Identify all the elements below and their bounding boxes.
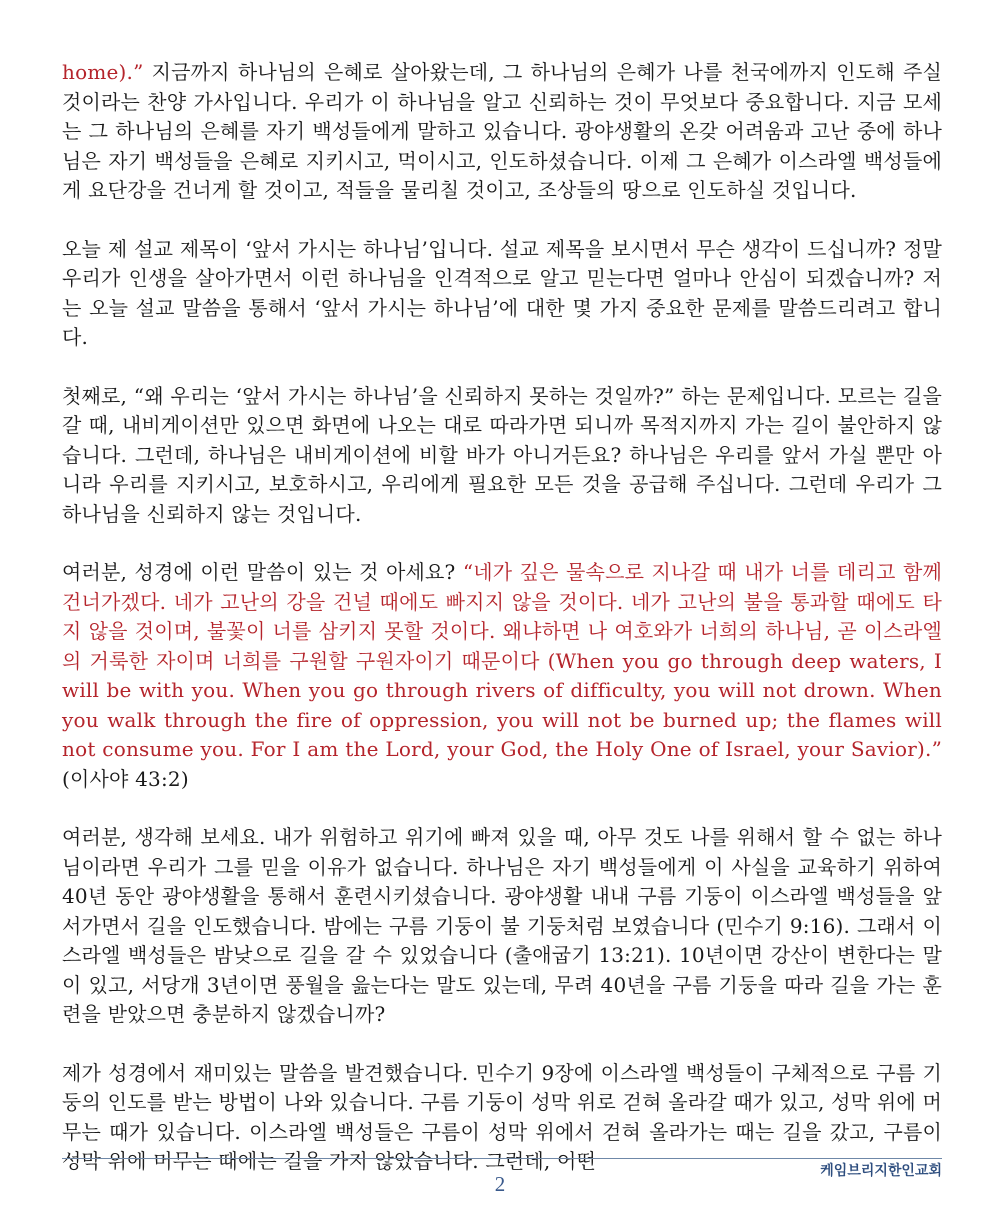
scripture-quote: “네가 깊은 물속으로 지나갈 때 내가 너를 데리고 함께 건너가겠다. 네가 고난의 강을 건널 때에도 빠지지 않을 것이다. 네가 고난의 불을 통과할 때에도 타지 않을 것이며, 불꽃이 너를 삼키지 못할 것이다. 왜냐하면 나 여호와가 너희의 하나님, 곧 이스라엘의 거룩한 자이며 너희를 구원할 구원자이기 때문이다 (When you go through deep waters, I will be with you. When you go through rivers of difficulty, you will not drown. When you walk through the fire of oppression, you will not be burned up; the flames will not consume you. For I am the Lord, your God, the Holy One of Israel, your Savior).” (62, 560, 942, 761)
footer-divider (62, 1158, 942, 1159)
sermon-body (62, 58, 942, 1206)
church-name: 케임브리지한인교회 (820, 1163, 942, 1179)
paragraph-4-intro: 여러분, 성경에 이런 말씀이 있는 것 아세요? (62, 560, 463, 584)
paragraph-1-text: 지금까지 하나님의 은혜로 살아왔는데, 그 하나님의 은혜가 나를 천국에까지 인도해 주실 것이라는 찬양 가사입니다. 우리가 이 하나님을 알고 신뢰하는 것이 무엇보다 중요합니다. 지금 모세는 그 하나님의 은혜를 자기 백성들에게 말하고 있습니다. 광야생활의 온갖 어려움과 고난 중에 하나님은 자기 백성들을 은혜로 지키시고, 먹이시고, 인도하셨습니다. 이제 그 은혜가 이스라엘 백성들에게 요단강을 건너게 할 것이고, 적들을 물리칠 것이고, 조상들의 땅으로 인도하실 것입니다. (62, 60, 942, 202)
paragraph-2 (62, 235, 942, 353)
paragraph-2-text: 오늘 제 설교 제목이 ‘앞서 가시는 하나님’입니다. 설교 제목을 보시면서 무슨 생각이 드십니까? 정말 우리가 인생을 살아가면서 이런 하나님을 인격적으로 알고 믿는다면 얼마나 안심이 되겠습니까? 저는 오늘 설교 말씀을 통해서 ‘앞서 가시는 하나님’에 대한 몇 가지 중요한 문제를 말씀드리려고 합니다. (62, 236, 942, 349)
scripture-reference: (이사야 43:2) (62, 766, 189, 791)
paragraph-6-text: 제가 성경에서 재미있는 말씀을 발견했습니다. 민수기 9장에 이스라엘 백성들이 구체적으로 구름 기둥의 인도를 받는 방법이 나와 있습니다. 구름 기둥이 성막 위로 걷혀 올라갈 때가 있고, 성막 위에 머무는 때가 있습니다. 이스라엘 백성들은 구름이 성막 위에서 걷혀 올라가는 때는 길을 갔고, 구름이 성막 위에 머무는 때에는 길을 가지 않았습니다. 그런데, 어떤 (62, 1060, 942, 1173)
paragraph-1 (62, 58, 942, 206)
paragraph-1-closing-quote: home).” (62, 60, 144, 84)
page-number: 2 (494, 1172, 506, 1196)
paragraph-5-text: 여러분, 생각해 보세요. 내가 위험하고 위기에 빠져 있을 때, 아무 것도 나를 위해서 할 수 없는 하나님이라면 우리가 그를 믿을 이유가 없습니다. 하나님은 자기 백성들에게 이 사실을 교육하기 위하여 40년 동안 광야생활을 통해서 훈련시키셨습니다. 광야생활 내내 구름 기둥이 이스라엘 백성들을 앞서가면서 길을 인도했습니다. 밤에는 구름 기둥이 불 기둥처럼 보였습니다 (민수기 9:16). 그래서 이스라엘 백성들은 밤낮으로 길을 갈 수 있었습니다 (출애굽기 13:21). 10년이면 강산이 변한다는 말이 있고, 서당개 3년이면 풍월을 읊는다는 말도 있는데, 무려 40년을 구름 기둥을 따라 길을 가는 훈련을 받았으면 충분하지 않겠습니까? (62, 825, 942, 1026)
paragraph-4 (62, 558, 942, 794)
paragraph-3-text: 첫째로, “왜 우리는 ‘앞서 가시는 하나님’을 신뢰하지 못하는 것일까?” 하는 문제입니다. 모르는 길을 갈 때, 내비게이션만 있으면 화면에 나오는 대로 따라가면 되니까 목적지까지 가는 길이 불안하지 않습니다. 그런데, 하나님은 내비게이션에 비할 바가 아니거든요? 하나님은 우리를 앞서 가실 뿐만 아니라 우리를 지키시고, 보호하시고, 우리에게 필요한 모든 것을 공급해 주십니다. 그런데 우리가 그 하나님을 신뢰하지 않는 것입니다. (62, 383, 942, 526)
paragraph-3 (62, 382, 942, 530)
paragraph-5 (62, 823, 942, 1030)
